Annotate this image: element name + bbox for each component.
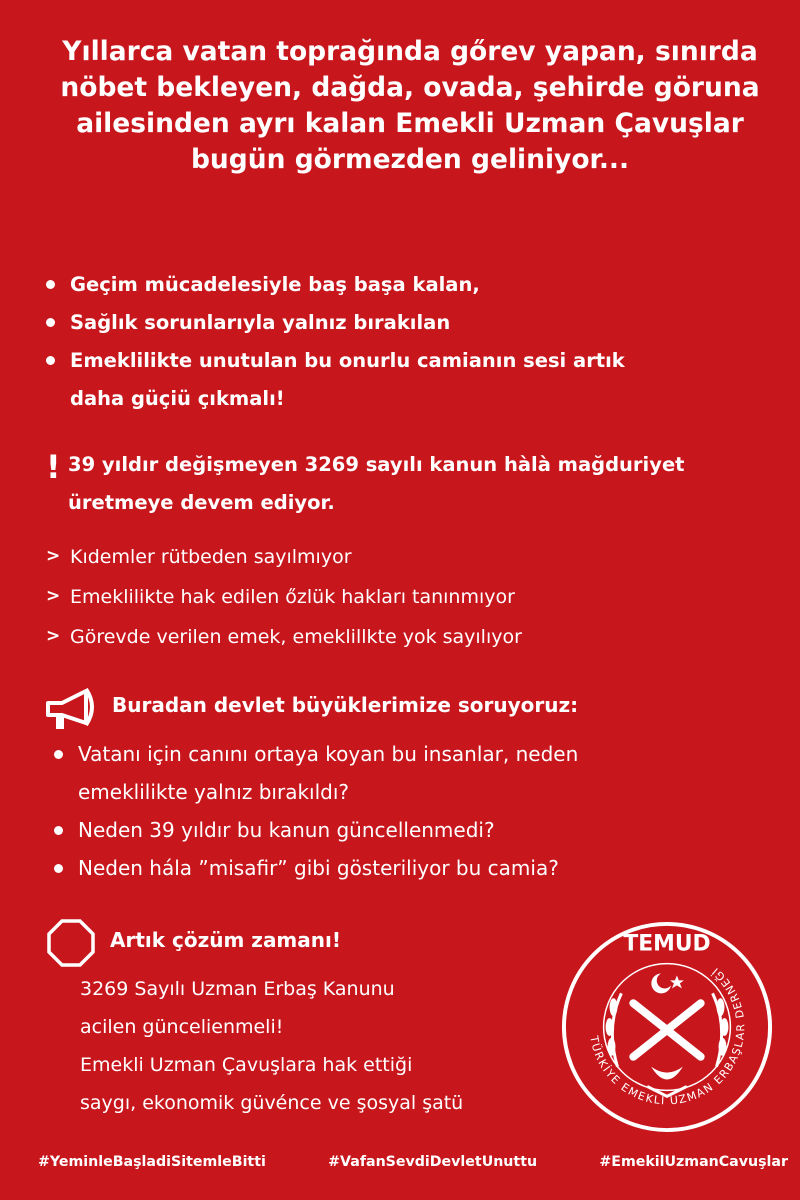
solution-line: 3269 Sayılı Uzman Erbaş Kanunu (80, 978, 395, 1000)
list-item-text: Sağlık sorunlarıyla yalnız bırakılan (70, 311, 451, 334)
warning-line: üretmeye devem ediyor. (68, 491, 335, 514)
list-item (46, 537, 776, 577)
chevron-right-icon: > (46, 586, 61, 606)
solution-line: acilen güncelienmeli! (80, 1016, 284, 1038)
question-heading-label: Buradan devlet büyüklerimize soruyoruz: (112, 693, 579, 717)
list-item-text: Neden 39 yıldır bu kanun güncellenmedi? (78, 818, 495, 842)
question-list (54, 735, 784, 887)
list-item (46, 304, 776, 342)
hardship-list (46, 266, 776, 418)
list-item-continuation: daha güçiü çıkmalı! (70, 387, 285, 410)
stop-octagon-icon (46, 918, 96, 968)
list-item-text: Kıdemler rütbeden sayılmıyor (70, 546, 352, 568)
headline-line: ailesinden ayrı kalan Emekli Uzman Çavuşlar (76, 108, 744, 139)
warning-text (68, 446, 685, 522)
grievance-list (46, 537, 776, 657)
list-item (46, 617, 776, 657)
megaphone-icon (42, 687, 106, 731)
headline-line: bugün görmezden geliniyor... (190, 144, 630, 175)
headline-line: Yıllarca vatan toprağında gőrev yapan, sınırda (62, 36, 758, 67)
solution-text (80, 970, 463, 1122)
list-item-text: Neden hála ˮmisafirˮ gibi gösteriliyor bu camia? (78, 856, 559, 880)
solution-section (46, 918, 566, 1148)
list-item (54, 811, 784, 849)
solution-line: saygı, ekonomik güvénce ve şosyal şatü (80, 1092, 464, 1114)
headline (30, 34, 790, 178)
list-item-text: Geçim mücadelesiyle baş başa kalan, (70, 273, 480, 296)
solution-line: Emekli Uzman Çavuşlara hak ettiği (80, 1054, 413, 1076)
list-item-text: Görevde verilen emek, emeklillkte yok sayılıyor (70, 626, 522, 648)
list-item (46, 342, 776, 418)
hashtag-row (38, 1154, 788, 1170)
svg-text:TEMUD: TEMUD (623, 931, 711, 957)
list-item (46, 266, 776, 304)
headline-line: nöbet bekleyen, dağda, ovada, şehirde göruna (60, 72, 760, 103)
exclamation-icon: ! (46, 448, 61, 486)
list-item (46, 577, 776, 617)
hashtag: #EmekilUzmanCavuşlar (599, 1154, 788, 1170)
question-heading (42, 687, 782, 731)
bullet-dot-icon (46, 318, 55, 327)
hashtag: #VafanSevdiDevletUnuttu (328, 1154, 538, 1170)
bullet-dot-icon (54, 750, 63, 759)
svg-text:TÜRKİYE EMEKLİ UZMAN ERBAŞLAR: TÜRKİYE EMEKLİ UZMAN ERBAŞLAR DERNEĞİ (587, 964, 748, 1108)
hashtag: #YeminleBaşladiSitemleBitti (38, 1154, 266, 1170)
bullet-dot-icon (46, 356, 55, 365)
list-item (54, 735, 784, 811)
chevron-right-icon: > (46, 626, 61, 646)
bullet-dot-icon (46, 280, 55, 289)
list-item-text: Emeklilikte unutulan bu onurlu camianın sesi artık (70, 349, 625, 372)
list-item-text: Emeklilikte hak edilen őzlük hakları tanınmıyor (70, 586, 515, 608)
list-item (54, 849, 784, 887)
warning-line: 39 yıldır değişmeyen 3269 sayılı kanun hàlà mağduriyet (68, 453, 685, 476)
bullet-dot-icon (54, 826, 63, 835)
solution-heading: Artık çözüm zamanı! (110, 928, 341, 952)
bullet-dot-icon (54, 864, 63, 873)
temud-emblem-logo (558, 918, 776, 1136)
list-item-text: Vatanı için canını ortaya koyan bu insanlar, neden (78, 742, 579, 766)
chevron-right-icon: > (46, 546, 61, 566)
list-item-continuation: emeklilikte yalnız bırakıldı? (78, 780, 350, 804)
